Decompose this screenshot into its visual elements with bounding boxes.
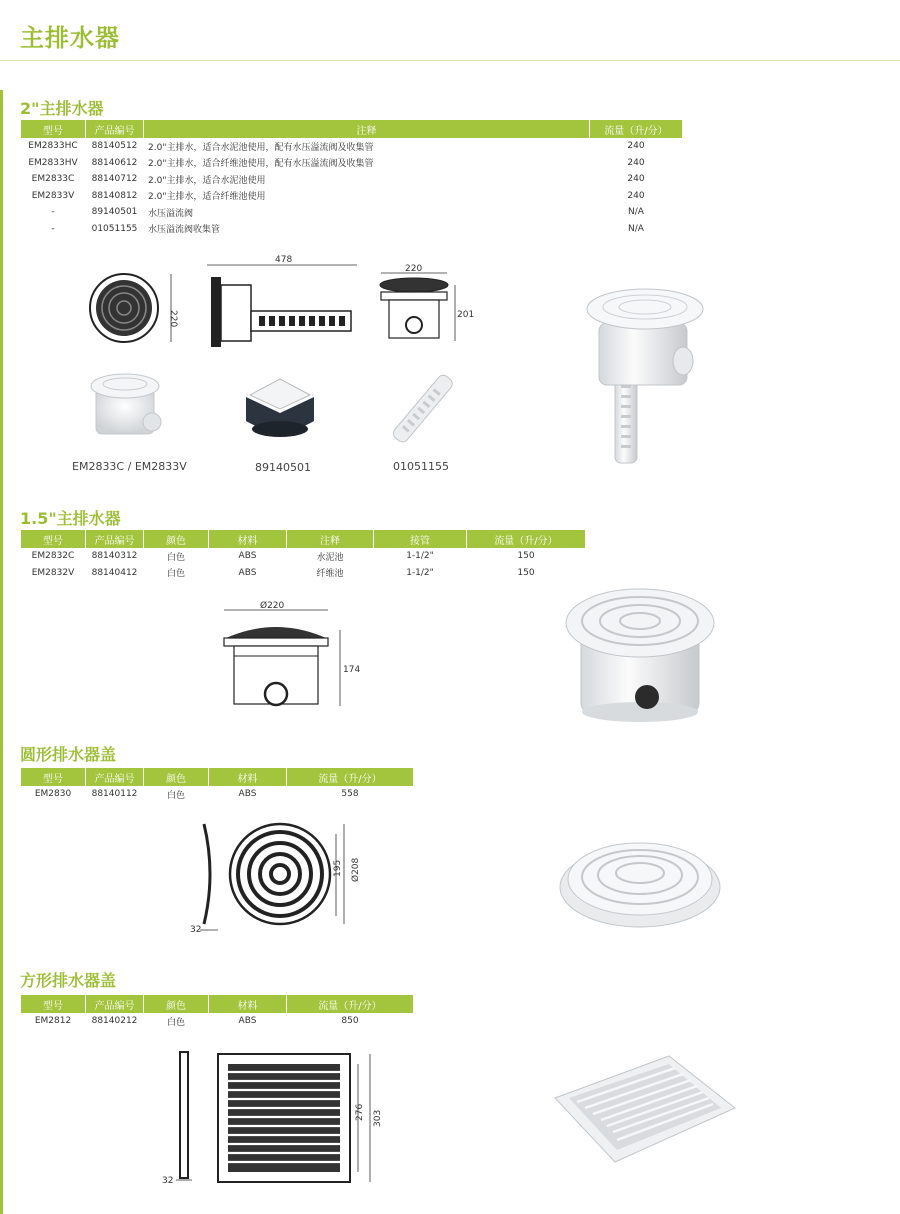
col-header: 产品编号	[86, 768, 143, 786]
col-header: 型号	[21, 120, 85, 138]
cell-note: 水泥池	[316, 552, 344, 563]
table-row	[21, 786, 413, 803]
table-row	[21, 204, 682, 221]
cell-flow: 240	[627, 174, 645, 185]
table-row	[21, 171, 682, 188]
spec-table-1-5in	[20, 530, 586, 581]
title-divider	[0, 60, 900, 61]
cell-code: 01051155	[91, 223, 138, 234]
cell-model: EM2833HC	[28, 141, 78, 152]
photo-01051155	[378, 365, 468, 450]
table-row	[21, 221, 682, 238]
caption-01051155: 01051155	[393, 460, 449, 473]
drawing-em2812	[160, 1048, 385, 1188]
cell-note: 纤维池	[316, 569, 344, 580]
col-header: 颜色	[144, 530, 208, 548]
cell-code: 88140812	[91, 190, 138, 201]
col-header: 型号	[21, 530, 85, 548]
cell-model: EM2833V	[31, 190, 75, 201]
photo-em2833c	[90, 370, 170, 445]
cell-material: ABS	[238, 1016, 257, 1027]
cell-material: ABS	[238, 789, 257, 800]
cell-flow: N/A	[628, 207, 644, 218]
dim-label: 32	[190, 925, 202, 935]
caption-em2833c: EM2833C / EM2833V	[72, 460, 187, 473]
col-header: 流量（升/分）	[590, 120, 682, 138]
col-header: 接管	[374, 530, 466, 548]
cell-model: -	[51, 207, 55, 218]
drawing-em2830	[190, 818, 360, 938]
dim-label: Ø220	[260, 601, 285, 611]
spec-table-round-cover	[20, 768, 414, 803]
cell-note: 2.0"主排水，适合水泥池使用，配有水压溢流阀及收集管	[148, 142, 374, 153]
col-header: 材料	[209, 768, 286, 786]
table-row	[21, 155, 682, 172]
cell-code: 89140501	[91, 207, 138, 218]
drawing-top-view	[85, 270, 185, 350]
col-header: 型号	[21, 995, 85, 1013]
col-header: 产品编号	[86, 120, 143, 138]
col-header: 产品编号	[86, 530, 143, 548]
col-header: 注释	[287, 530, 373, 548]
cell-color: 白色	[166, 552, 185, 563]
page-title: 主排水器	[20, 24, 120, 52]
cell-flow: 150	[517, 551, 535, 562]
cell-code: 88140512	[91, 141, 138, 152]
col-header: 流量（升/分）	[287, 995, 413, 1013]
dim-label: Ø208	[351, 857, 361, 882]
photo-em2830	[558, 825, 723, 933]
drawing-em2832	[220, 600, 360, 715]
table-row	[21, 565, 585, 582]
col-header: 流量（升/分）	[287, 768, 413, 786]
cell-pipe: 1-1/2"	[406, 567, 434, 578]
cell-flow: 850	[341, 1016, 359, 1027]
cell-code: 88140712	[91, 174, 138, 185]
drawing-front-view	[375, 264, 475, 350]
col-header: 注释	[144, 120, 589, 138]
cell-model: EM2830	[34, 789, 72, 800]
table-row	[21, 138, 682, 155]
cell-model: EM2833C	[31, 174, 75, 185]
cell-model: EM2833HV	[28, 157, 78, 168]
left-accent-rule	[0, 90, 3, 1214]
dim-label: 220	[405, 264, 423, 274]
col-header: 颜色	[144, 995, 208, 1013]
dim-label: 478	[275, 255, 293, 265]
dim-label: 303	[373, 1109, 383, 1127]
cell-pipe: 1-1/2"	[406, 551, 434, 562]
cell-code: 88140312	[91, 551, 138, 562]
drawing-side-view	[205, 255, 365, 355]
cell-flow: 150	[517, 567, 535, 578]
cell-model: -	[51, 223, 55, 234]
photo-em2833hc	[585, 285, 710, 470]
cell-material: ABS	[238, 551, 257, 562]
cell-color: 白色	[166, 1017, 185, 1028]
col-header: 材料	[209, 530, 286, 548]
cell-model: EM2812	[34, 1016, 72, 1027]
col-header: 产品编号	[86, 995, 143, 1013]
col-header: 材料	[209, 995, 286, 1013]
col-header: 型号	[21, 768, 85, 786]
cell-color: 白色	[166, 790, 185, 801]
table-row	[21, 188, 682, 205]
cell-code: 88140212	[91, 1016, 138, 1027]
dim-label: 201	[457, 310, 475, 320]
cell-flow: N/A	[628, 223, 644, 234]
cell-model: EM2832V	[31, 567, 75, 578]
spec-table-2in	[20, 120, 683, 237]
dim-label: 195	[333, 859, 343, 877]
col-header: 颜色	[144, 768, 208, 786]
section-title-1-5in: 1.5"主排水器	[20, 509, 121, 528]
dim-label: 32	[162, 1176, 174, 1186]
cell-material: ABS	[238, 567, 257, 578]
cell-model: EM2832C	[31, 551, 75, 562]
table-row	[21, 1013, 413, 1030]
photo-89140501	[240, 375, 320, 445]
cell-flow: 240	[627, 157, 645, 168]
section-title-square-cover: 方形排水器盖	[20, 971, 117, 990]
photo-em2812	[545, 1050, 740, 1168]
photo-em2832	[565, 585, 715, 725]
dim-label: 174	[343, 665, 361, 675]
cell-note: 2.0"主排水，适合水泥池使用	[148, 175, 266, 186]
section-title-round-cover: 圆形排水器盖	[20, 745, 117, 764]
cell-note: 2.0"主排水，适合纤维池使用，配有水压溢流阀及收集管	[148, 159, 374, 170]
cell-flow: 240	[627, 141, 645, 152]
cell-flow: 240	[627, 190, 645, 201]
cell-color: 白色	[166, 569, 185, 580]
cell-flow: 558	[341, 789, 359, 800]
cell-code: 88140612	[91, 157, 138, 168]
cell-note: 水压溢流阀	[148, 208, 194, 219]
cell-code: 88140112	[91, 789, 138, 800]
dim-label: 276	[355, 1103, 365, 1121]
caption-89140501: 89140501	[255, 461, 311, 474]
section-title-2in: 2"主排水器	[20, 99, 104, 118]
spec-table-square-cover	[20, 995, 414, 1030]
col-header: 流量（升/分）	[467, 530, 585, 548]
cell-code: 88140412	[91, 567, 138, 578]
dim-label: 220	[168, 310, 178, 328]
cell-note: 2.0"主排水，适合纤维池使用	[148, 192, 266, 203]
table-row	[21, 548, 585, 565]
cell-note: 水压溢流阀收集管	[148, 225, 221, 236]
